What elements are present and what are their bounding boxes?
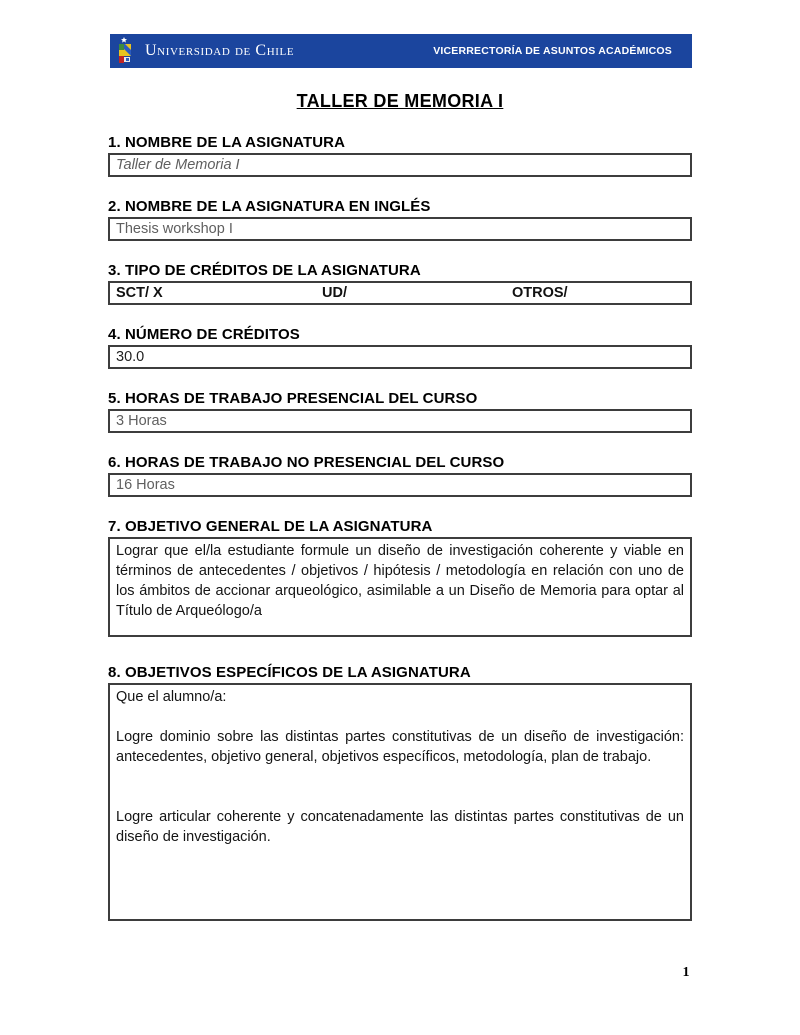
- section-horas-presencial: [108, 390, 692, 433]
- university-crest-icon: [118, 36, 138, 66]
- section-heading: 6. HORAS DE TRABAJO NO PRESENCIAL DEL CURSO: [108, 454, 505, 471]
- section-horas-no-presencial: [108, 454, 692, 497]
- university-name: Universidad de Chile: [145, 42, 295, 59]
- document-body: [108, 84, 692, 921]
- section-numero-creditos: [108, 326, 692, 369]
- header-banner: [110, 34, 692, 68]
- field-nombre-ingles: Thesis workshop I: [108, 217, 692, 241]
- section-heading: 2. NOMBRE DE LA ASIGNATURA EN INGLÉS: [108, 198, 431, 215]
- department-name: VICERRECTORÍA DE ASUNTOS ACADÉMICOS: [433, 45, 672, 57]
- credit-option-otros: OTROS/: [512, 285, 568, 301]
- objetivos-especificos-intro: Que el alumno/a:: [116, 689, 227, 705]
- section-objetivo-general: [108, 518, 692, 637]
- section-tipo-creditos: [108, 262, 692, 305]
- section-nombre-asignatura: [108, 134, 692, 177]
- credit-option-ud: UD/: [322, 285, 347, 301]
- objetivo-especifico-1: Logre dominio sobre las distintas partes constitutivas de un diseño de investigación: antecedentes, objetivo general, objetivos específicos, metodología, plan de trabajo.: [116, 729, 684, 765]
- section-heading: 7. OBJETIVO GENERAL DE LA ASIGNATURA: [108, 518, 433, 535]
- field-horas-no-presencial: 16 Horas: [108, 473, 692, 497]
- section-heading: 8. OBJETIVOS ESPECÍFICOS DE LA ASIGNATURA: [108, 664, 471, 681]
- section-heading: 4. NÚMERO DE CRÉDITOS: [108, 326, 300, 343]
- field-objetivo-general: [108, 537, 692, 637]
- university-brand: [118, 34, 294, 68]
- field-horas-presencial: 3 Horas: [108, 409, 692, 433]
- field-tipo-creditos: [108, 281, 692, 305]
- credit-option-sct: SCT/ X: [116, 285, 163, 301]
- page-title: TALLER DE MEMORIA I: [296, 91, 504, 111]
- page-number: 1: [682, 965, 690, 980]
- section-objetivos-especificos: [108, 664, 692, 921]
- section-heading: 5. HORAS DE TRABAJO PRESENCIAL DEL CURSO: [108, 390, 478, 407]
- section-heading: 3. TIPO DE CRÉDITOS DE LA ASIGNATURA: [108, 262, 421, 279]
- field-nombre-asignatura: Taller de Memoria I: [108, 153, 692, 177]
- section-heading: 1. NOMBRE DE LA ASIGNATURA: [108, 134, 346, 151]
- objetivo-especifico-2: Logre articular coherente y concatenadamente las distintas partes constitutivas de un diseño de investigación.: [116, 809, 684, 845]
- field-numero-creditos: 30.0: [108, 345, 692, 369]
- section-nombre-ingles: [108, 198, 692, 241]
- field-objetivos-especificos: [108, 683, 692, 921]
- objetivo-general-text: Lograr que el/la estudiante formule un diseño de investigación coherente y viable en términos de antecedentes / objetivos / hipótesis / metodología en relación con uno de los ámbitos de accionar arqueológico, asimilable a un Diseño de Memoria para optar al Título de Arqueólogo/a: [116, 543, 684, 619]
